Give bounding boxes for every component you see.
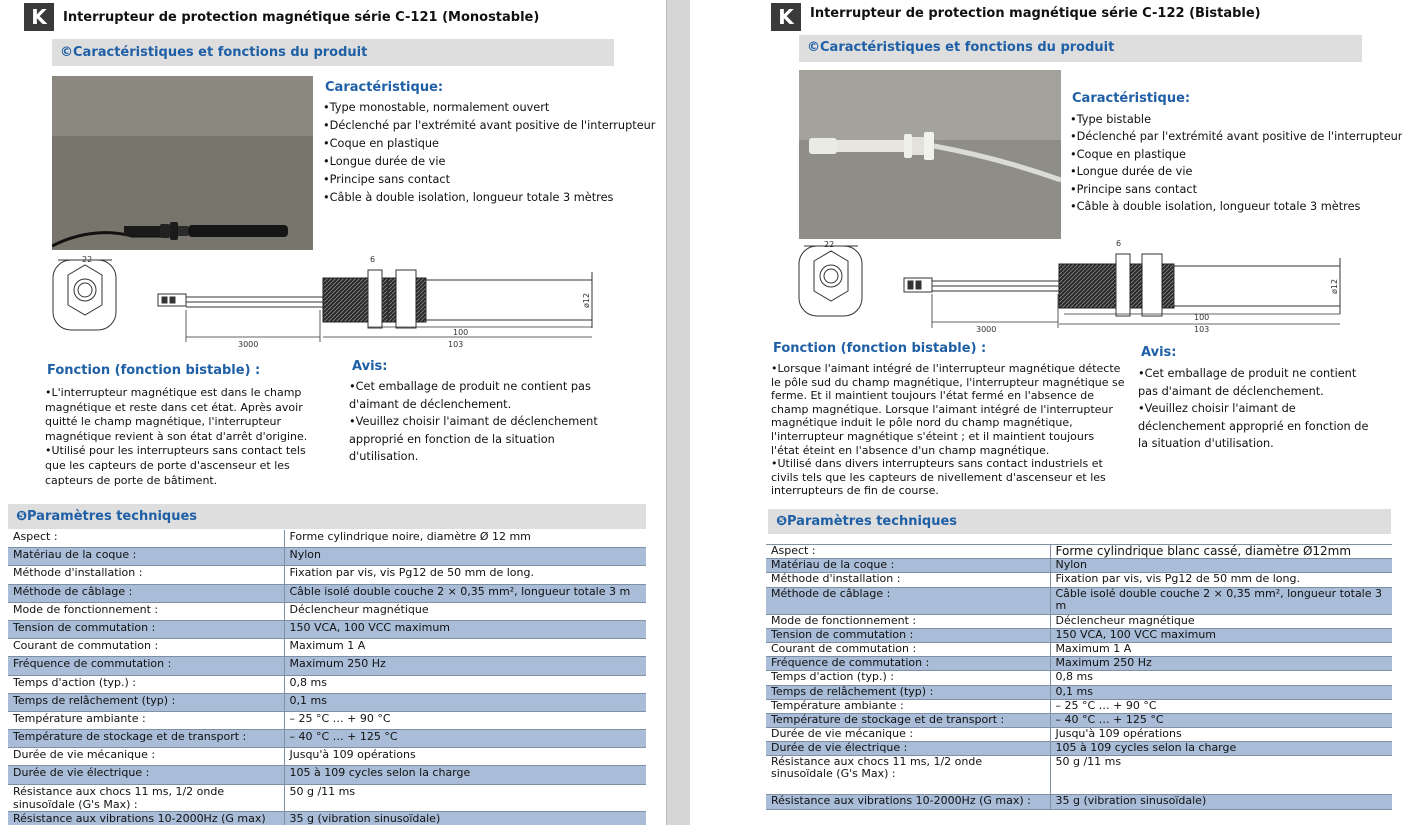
product-photo-image [799,70,1061,239]
param-value: 35 g (vibration sinusoïdale) [1050,795,1392,809]
table-row [8,748,646,766]
product-title: Interrupteur de protection magnétique série C-121 (Monostable) [63,10,540,25]
param-value: Maximum 1 A [284,639,646,657]
dim-103: 103 [1194,325,1210,334]
feature-item: • Câble à double isolation, longueur totale 3 mètres [1070,198,1402,215]
param-value: 50 g /11 ms [284,784,646,811]
dim-6: 6 [370,255,376,264]
param-value: 105 à 109 cycles selon la charge [284,766,646,784]
dim-103: 103 [448,340,464,349]
product-title: Interrupteur de protection magnétique série C-122 (Bistable) [810,6,1261,21]
dim-d12: ø12 [1330,278,1339,294]
features-heading: Caractéristique: [325,80,444,95]
page-left [0,0,666,825]
table-row [8,530,646,548]
params-table-body [8,530,646,825]
feature-item: • Coque en plastique [323,135,655,153]
param-label: Aspect : [766,545,1050,559]
dim-3000: 3000 [976,325,997,334]
param-label: Temps d'action (typ.) : [766,671,1050,685]
product-photo [799,70,1061,239]
param-value: Nylon [1050,559,1392,573]
params-table-body [766,545,1392,810]
param-value: Déclencheur magnétique [1050,614,1392,628]
table-row [766,642,1392,656]
param-label: Fréquence de commutation : [766,657,1050,671]
param-label: Température ambiante : [766,699,1050,713]
features-heading: Caractéristique: [1072,91,1191,106]
feature-item: • Longue durée de vie [323,153,655,171]
nut-2 [1142,254,1162,316]
param-value: 35 g (vibration sinusoïdale) [284,811,646,825]
product-photo [52,76,313,250]
dim-100: 100 [453,328,469,337]
param-label: Aspect : [8,530,284,548]
function-item: • Utilisé dans divers interrupteurs sans contact industriels et civils tels que les capteurs de nivellement d'ascenseur et les interrupteurs de fin de course. [771,457,1125,498]
sensor-body [426,280,592,320]
param-value: Maximum 250 Hz [284,657,646,675]
param-label: Matériau de la coque : [766,559,1050,573]
table-row [8,566,646,584]
param-value: – 25 °C … + 90 °C [1050,699,1392,713]
feature-item: • Type bistable [1070,111,1402,128]
param-value: Câble isolé double couche 2 × 0,35 mm², longueur totale 3 m [1050,587,1392,614]
features-section-header: ©Caractéristiques et fonctions du produit [52,39,614,66]
table-row [766,559,1392,573]
param-label: Méthode de câblage : [8,584,284,602]
table-row [8,693,646,711]
table-row [766,573,1392,587]
dim-100: 100 [1194,313,1210,322]
dimension-drawing [794,236,1364,336]
param-value: Forme cylindrique blanc cassé, diamètre Ø12mm [1050,545,1392,559]
param-label: Durée de vie mécanique : [8,748,284,766]
dimension-drawing [48,250,618,350]
table-row [8,602,646,620]
table-row [766,545,1392,559]
param-value: – 40 °C … + 125 °C [1050,713,1392,727]
param-value: 150 VCA, 100 VCC maximum [284,620,646,638]
function-item: • Lorsque l'aimant intégré de l'interrupteur magnétique détecte le pôle sud du champ magnétique, l'interrupteur magnétique se ferme. Et il maintient toujours l'état fermé en l'absence de champ magnétique. Lorsque l'aimant intégré de l'interrupteur magnétique induit le pôle nord du champ magnétique, l'interrupteur magnétique s'éteint ; et il maintient toujours l'état éteint en l'absence d'un champ magnétique. [771,362,1125,457]
param-label: Résistance aux chocs 11 ms, 1/2 onde sinusoïdale (G's Max) : [766,756,1050,795]
param-label: Température de stockage et de transport : [766,713,1050,727]
feature-item: • Déclenché par l'extrémité avant positive de l'interrupteur [323,117,655,135]
param-value: 0,1 ms [1050,685,1392,699]
table-row [766,795,1392,809]
param-value: Déclencheur magnétique [284,602,646,620]
function-heading: Fonction (fonction bistable) : [773,341,987,356]
table-row [766,587,1392,614]
page-right [690,0,1402,825]
dim-6: 6 [1116,239,1122,248]
function-item: • L'interrupteur magnétique est dans le champ magnétique et reste dans cet état. Après avoir quitté le champ magnétique, l'interrupteur magnétique revient à son état d'arrêt d'origine. [45,386,313,444]
param-value: Forme cylindrique noire, diamètre Ø 12 mm [284,530,646,548]
function-text [771,362,1125,498]
function-item: • Utilisé pour les interrupteurs sans contact tels que les capteurs de porte d'ascenseur et les capteurs de porte de bâtiment. [45,444,313,488]
param-value: 50 g /11 ms [1050,756,1392,795]
param-label: Matériau de la coque : [8,548,284,566]
feature-item: • Longue durée de vie [1070,163,1402,180]
table-row [8,584,646,602]
param-label: Fréquence de commutation : [8,657,284,675]
notice-heading: Avis: [1141,345,1177,360]
param-label: Température de stockage et de transport : [8,730,284,748]
params-section-header: ❺Paramètres techniques [8,504,646,529]
dim-d12: ø12 [582,292,591,308]
table-row [8,784,646,811]
param-value: – 25 °C … + 90 °C [284,711,646,729]
table-row [766,628,1392,642]
table-row [766,728,1392,742]
front-view [53,260,116,330]
dim-22: 22 [82,255,93,264]
table-row [766,699,1392,713]
table-row [8,811,646,825]
notice-text [1138,365,1370,453]
dim-3000: 3000 [238,340,259,349]
k-badge: K [24,3,54,31]
param-label: Méthode d'installation : [8,566,284,584]
params-section-header: ❺Paramètres techniques [768,509,1391,534]
table-row [8,657,646,675]
param-label: Durée de vie électrique : [766,742,1050,756]
features-section-header: ©Caractéristiques et fonctions du produit [799,35,1362,62]
param-value: Fixation par vis, vis Pg12 de 50 mm de long. [284,566,646,584]
param-label: Méthode d'installation : [766,573,1050,587]
params-table [766,544,1392,810]
param-value: 0,1 ms [284,693,646,711]
connector [904,278,1059,292]
notice-text [349,378,599,466]
param-value: Jusqu'à 109 opérations [1050,728,1392,742]
function-text [45,386,313,488]
param-label: Résistance aux vibrations 10-2000Hz (G max) : [766,795,1050,809]
table-row [766,614,1392,628]
feature-item: • Principe sans contact [323,171,655,189]
param-label: Mode de fonctionnement : [8,602,284,620]
notice-item: • Cet emballage de produit ne contient pas d'aimant de déclenchement. [1138,365,1370,400]
param-value: 0,8 ms [1050,671,1392,685]
table-row [8,620,646,638]
param-value: 105 à 109 cycles selon la charge [1050,742,1392,756]
table-row [8,711,646,729]
param-value: 150 VCA, 100 VCC maximum [1050,628,1392,642]
param-value: Maximum 1 A [1050,642,1392,656]
param-value: – 40 °C … + 125 °C [284,730,646,748]
table-row [8,766,646,784]
table-row [8,675,646,693]
param-label: Temps de relâchement (typ) : [8,693,284,711]
connector [158,294,323,307]
table-row [766,671,1392,685]
page-gutter [666,0,692,825]
notice-heading: Avis: [352,359,388,374]
param-label: Tension de commutation : [766,628,1050,642]
param-value: Nylon [284,548,646,566]
param-value: Jusqu'à 109 opérations [284,748,646,766]
feature-item: • Câble à double isolation, longueur totale 3 mètres [323,189,655,207]
feature-item: • Déclenché par l'extrémité avant positive de l'interrupteur [1070,128,1402,145]
param-label: Résistance aux chocs 11 ms, 1/2 onde sinusoïdale (G's Max) : [8,784,284,811]
nut-1 [1116,254,1130,316]
param-value: 0,8 ms [284,675,646,693]
param-label: Courant de commutation : [766,642,1050,656]
nut-1 [368,270,382,328]
table-row [766,685,1392,699]
table-row [8,548,646,566]
nut-2 [396,270,416,328]
features-list [1070,111,1402,215]
features-list [323,99,655,207]
table-row [766,713,1392,727]
param-label: Durée de vie mécanique : [766,728,1050,742]
k-badge: K [771,3,801,31]
sensor-body [1174,266,1340,306]
threaded-section [1059,264,1124,308]
table-row [766,742,1392,756]
front-view [799,246,862,316]
param-value: Câble isolé double couche 2 × 0,35 mm², longueur totale 3 m [284,584,646,602]
param-label: Mode de fonctionnement : [766,614,1050,628]
notice-item: • Cet emballage de produit ne contient pas d'aimant de déclenchement. [349,378,599,413]
param-label: Temps d'action (typ.) : [8,675,284,693]
feature-item: • Type monostable, normalement ouvert [323,99,655,117]
table-row [8,639,646,657]
table-row [8,730,646,748]
table-row [766,756,1392,795]
param-label: Durée de vie électrique : [8,766,284,784]
feature-item: • Principe sans contact [1070,181,1402,198]
dim-22: 22 [824,240,835,249]
notice-item: • Veuillez choisir l'aimant de déclenchement approprié en fonction de la situation d'utilisation. [1138,400,1370,453]
table-row [766,657,1392,671]
param-label: Courant de commutation : [8,639,284,657]
param-value: Maximum 250 Hz [1050,657,1392,671]
product-photo-image [52,76,313,250]
feature-item: • Coque en plastique [1070,146,1402,163]
function-heading: Fonction (fonction bistable) : [47,363,261,378]
param-label: Méthode de câblage : [766,587,1050,614]
param-label: Température ambiante : [8,711,284,729]
param-label: Tension de commutation : [8,620,284,638]
param-value: Fixation par vis, vis Pg12 de 50 mm de long. [1050,573,1392,587]
param-label: Temps de relâchement (typ) : [766,685,1050,699]
param-label: Résistance aux vibrations 10-2000Hz (G max) [8,811,284,825]
params-table [8,530,646,825]
notice-item: • Veuillez choisir l'aimant de déclenchement approprié en fonction de la situation d'utilisation. [349,413,599,466]
